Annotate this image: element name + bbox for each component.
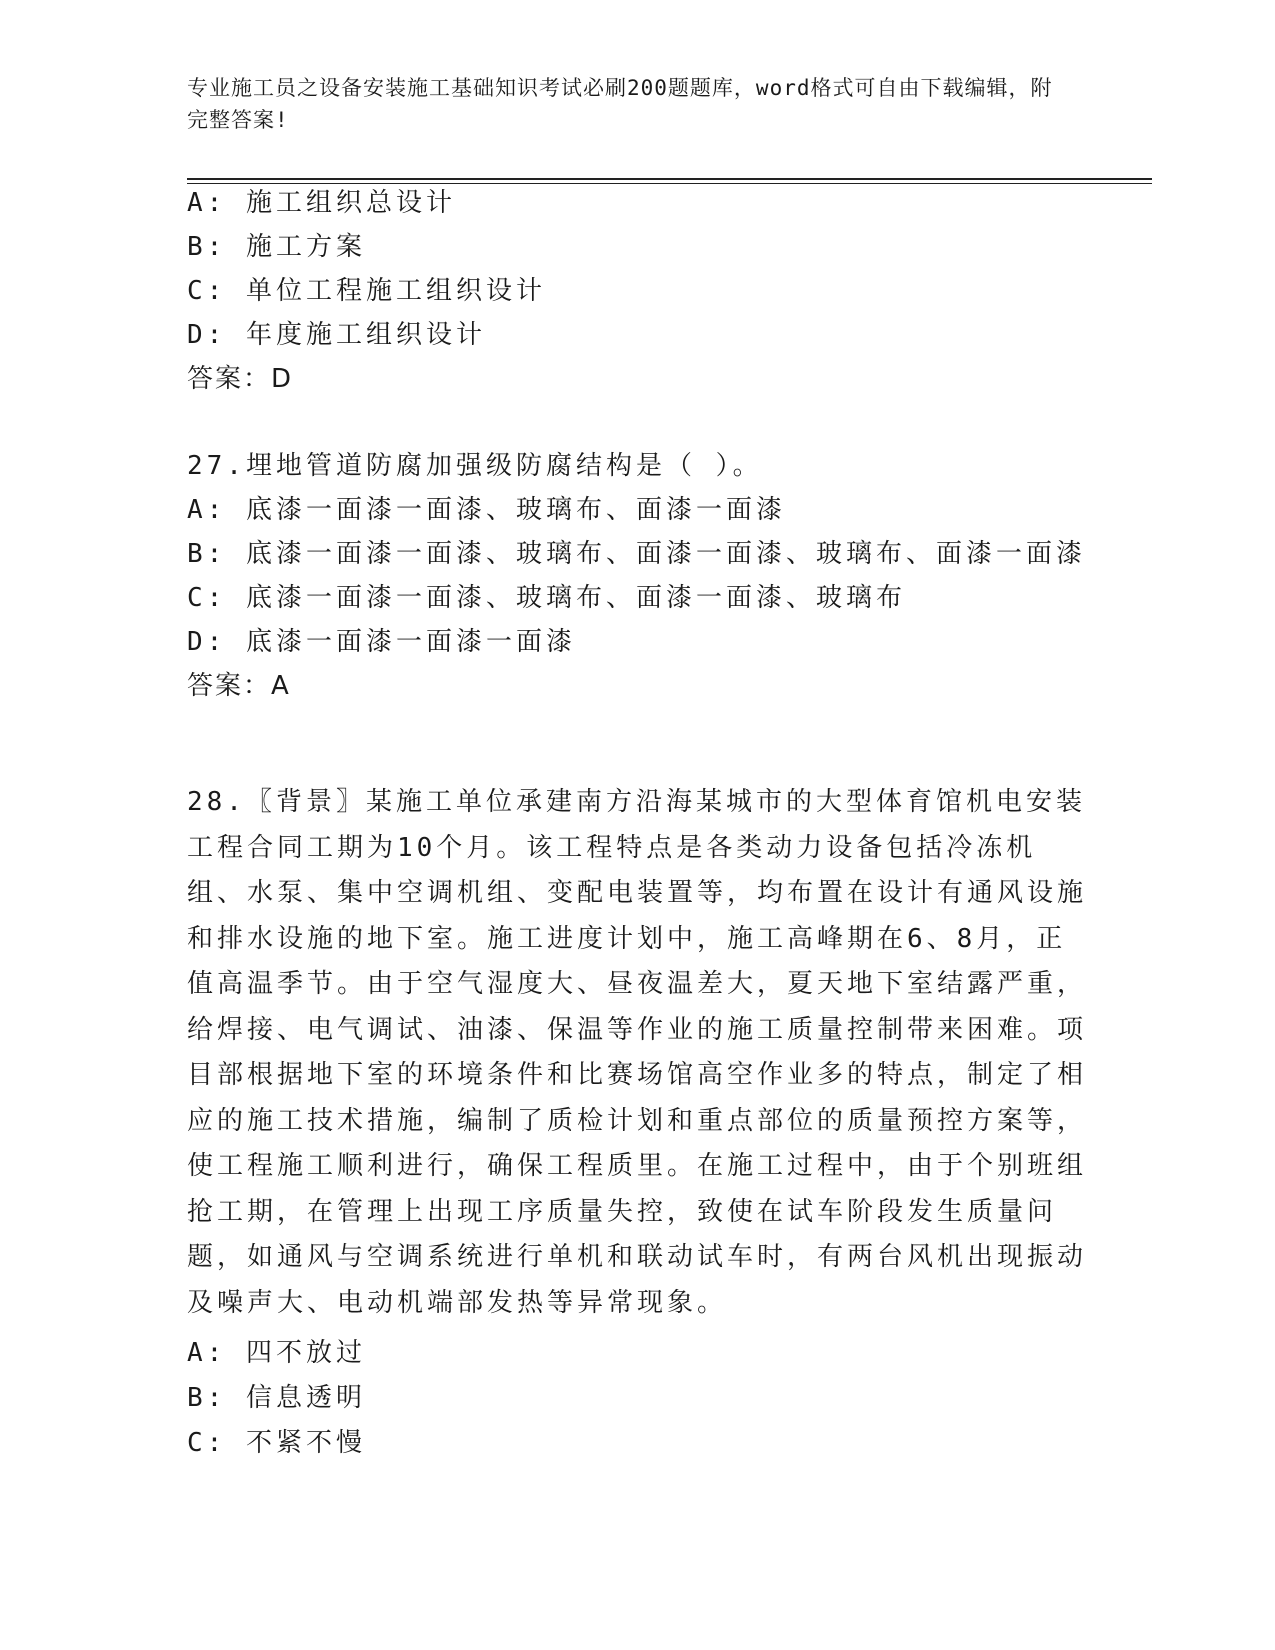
q26-option-d: D: 年度施工组织设计 — [187, 320, 486, 350]
q26-option-a: A: 施工组织总设计 — [187, 188, 456, 218]
q28-option-a: A: 四不放过 — [187, 1338, 366, 1368]
q28-option-b: B: 信息透明 — [187, 1383, 366, 1413]
q27-option-d: D: 底漆一面漆一面漆一面漆 — [187, 627, 576, 657]
q26-option-b: B: 施工方案 — [187, 232, 366, 262]
q28-option-c: C: 不紧不慢 — [187, 1428, 366, 1458]
q28-stem: 28.〖背景〗某施工单位承建南方沿海某城市的大型体育馆机电安装工程合同工期为10个月。该工程特点是各类动力设备包括冷冻机组、水泵、集中空调机组、变配电装置等，均布置在设计有通风设施和排水设施的地下室。施工进度计划中，施工高峰期在6、8月，正值高温季节。由于空气湿度大、昼夜温差大，夏天地下室结露严重，给焊接、电气调试、油漆、保温等作业的施工质量控制带来困难。项目部根据地下室的环境条件和比赛场馆高空作业多的特点，制定了相应的施工技术措施，编制了质检计划和重点部位的质量预控方案等，使工程施工顺利进行，确保工程质里。在施工过程中，由于个别班组抢工期，在管理上出现工序质量失控，致使在试车阶段发生质量问题，如通风与空调系统进行单机和联动试车时，有两台风机出现振动及噪声大、电动机端部发热等异常现象。 — [187, 787, 1088, 1318]
q26-answer: 答案：D — [187, 364, 294, 394]
q26-option-c: C: 单位工程施工组织设计 — [187, 276, 546, 306]
q27-answer: 答案：A — [187, 671, 291, 701]
q27-option-c: C: 底漆一面漆一面漆、玻璃布、面漆一面漆、玻璃布 — [187, 583, 906, 613]
q27-option-b: B: 底漆一面漆一面漆、玻璃布、面漆一面漆、玻璃布、面漆一面漆 — [187, 539, 1086, 569]
q27-option-a: A: 底漆一面漆一面漆、玻璃布、面漆一面漆 — [187, 495, 786, 525]
q27-stem: 27.埋地管道防腐加强级防腐结构是（ ）。 — [187, 451, 763, 481]
document-header-title: 专业施工员之设备安装施工基础知识考试必刷200题题库，word格式可自由下载编辑，附完整答案! — [187, 76, 1053, 132]
